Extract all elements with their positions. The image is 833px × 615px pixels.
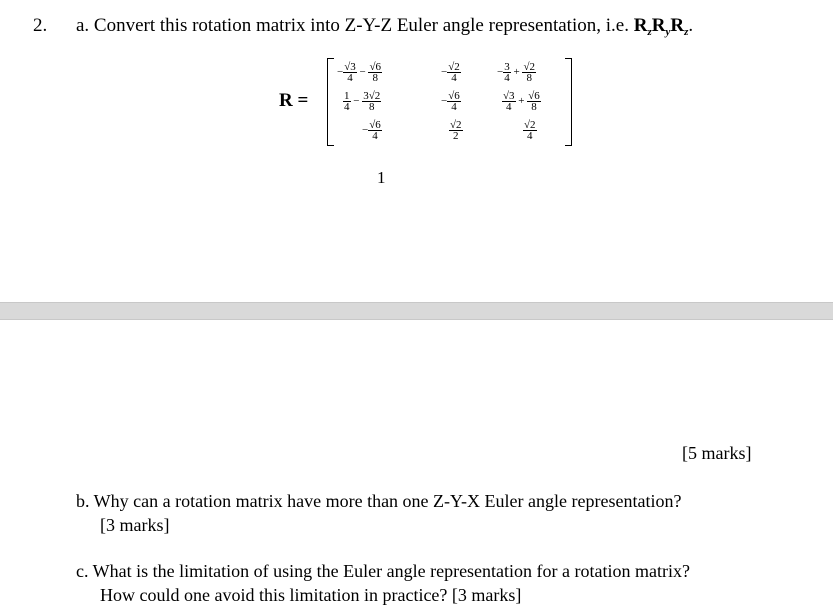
matrix-cell-r2c1: $\frac{1}{4}$ − $\frac{3√2}{8}$ [344,90,381,113]
part-b-line2: [3 marks] [100,515,170,535]
matrix-cell-r3c1: − $\frac{√6}{4}$ [362,119,381,142]
matrix-cell-r1c2: − $\frac{√2}{4}$ [441,61,460,84]
matrix-cell-r2c2: − $\frac{√6}{4}$ [441,90,460,113]
question-number: 2. [33,15,48,36]
part-a-marks: [5 marks] [682,443,752,463]
matrix-cell-r1c1: − $\frac{√3}{4}$ − $\frac{√6}{8}$ [337,61,382,84]
part-a-text: a. Convert this rotation matrix into Z-Y-Z Euler angle representation, i.e. [76,15,629,36]
matrix-right-bracket [565,58,572,146]
matrix-cell-r2c3: $\frac{√3}{4}$ + $\frac{√6}{8}$ [503,90,540,113]
part-c-line2: How could one avoid this limitation in practice? [3 marks] [100,585,522,605]
part-a-prompt: a. Convert this rotation matrix into Z-Y-Z Euler angle representation, i.e. $R_zR_yR_z$. [76,15,694,38]
stray-number-one: 1 [377,168,386,187]
matrix-cell-r3c2: $\frac{√2}{2}$ [450,119,462,142]
part-c-prompt [76,559,796,607]
part-b-prompt [76,489,796,537]
matrix-left-bracket [327,58,334,146]
part-b-line1: b. Why can a rotation matrix have more than one Z-Y-X Euler angle representation? [76,491,682,511]
part-c-line1: c. What is the limitation of using the Euler angle representation for a rotation matrix? [76,561,690,581]
matrix-cell-r1c3: − $\frac{3}{4}$ + $\frac{√2}{8}$ [497,61,535,84]
matrix-cell-r3c3: $\frac{√2}{4}$ [524,119,536,142]
page-divider [0,302,833,320]
matrix-label: R = [279,90,309,111]
rotation-notation: $R_zR_yR_z$ [633,15,689,38]
